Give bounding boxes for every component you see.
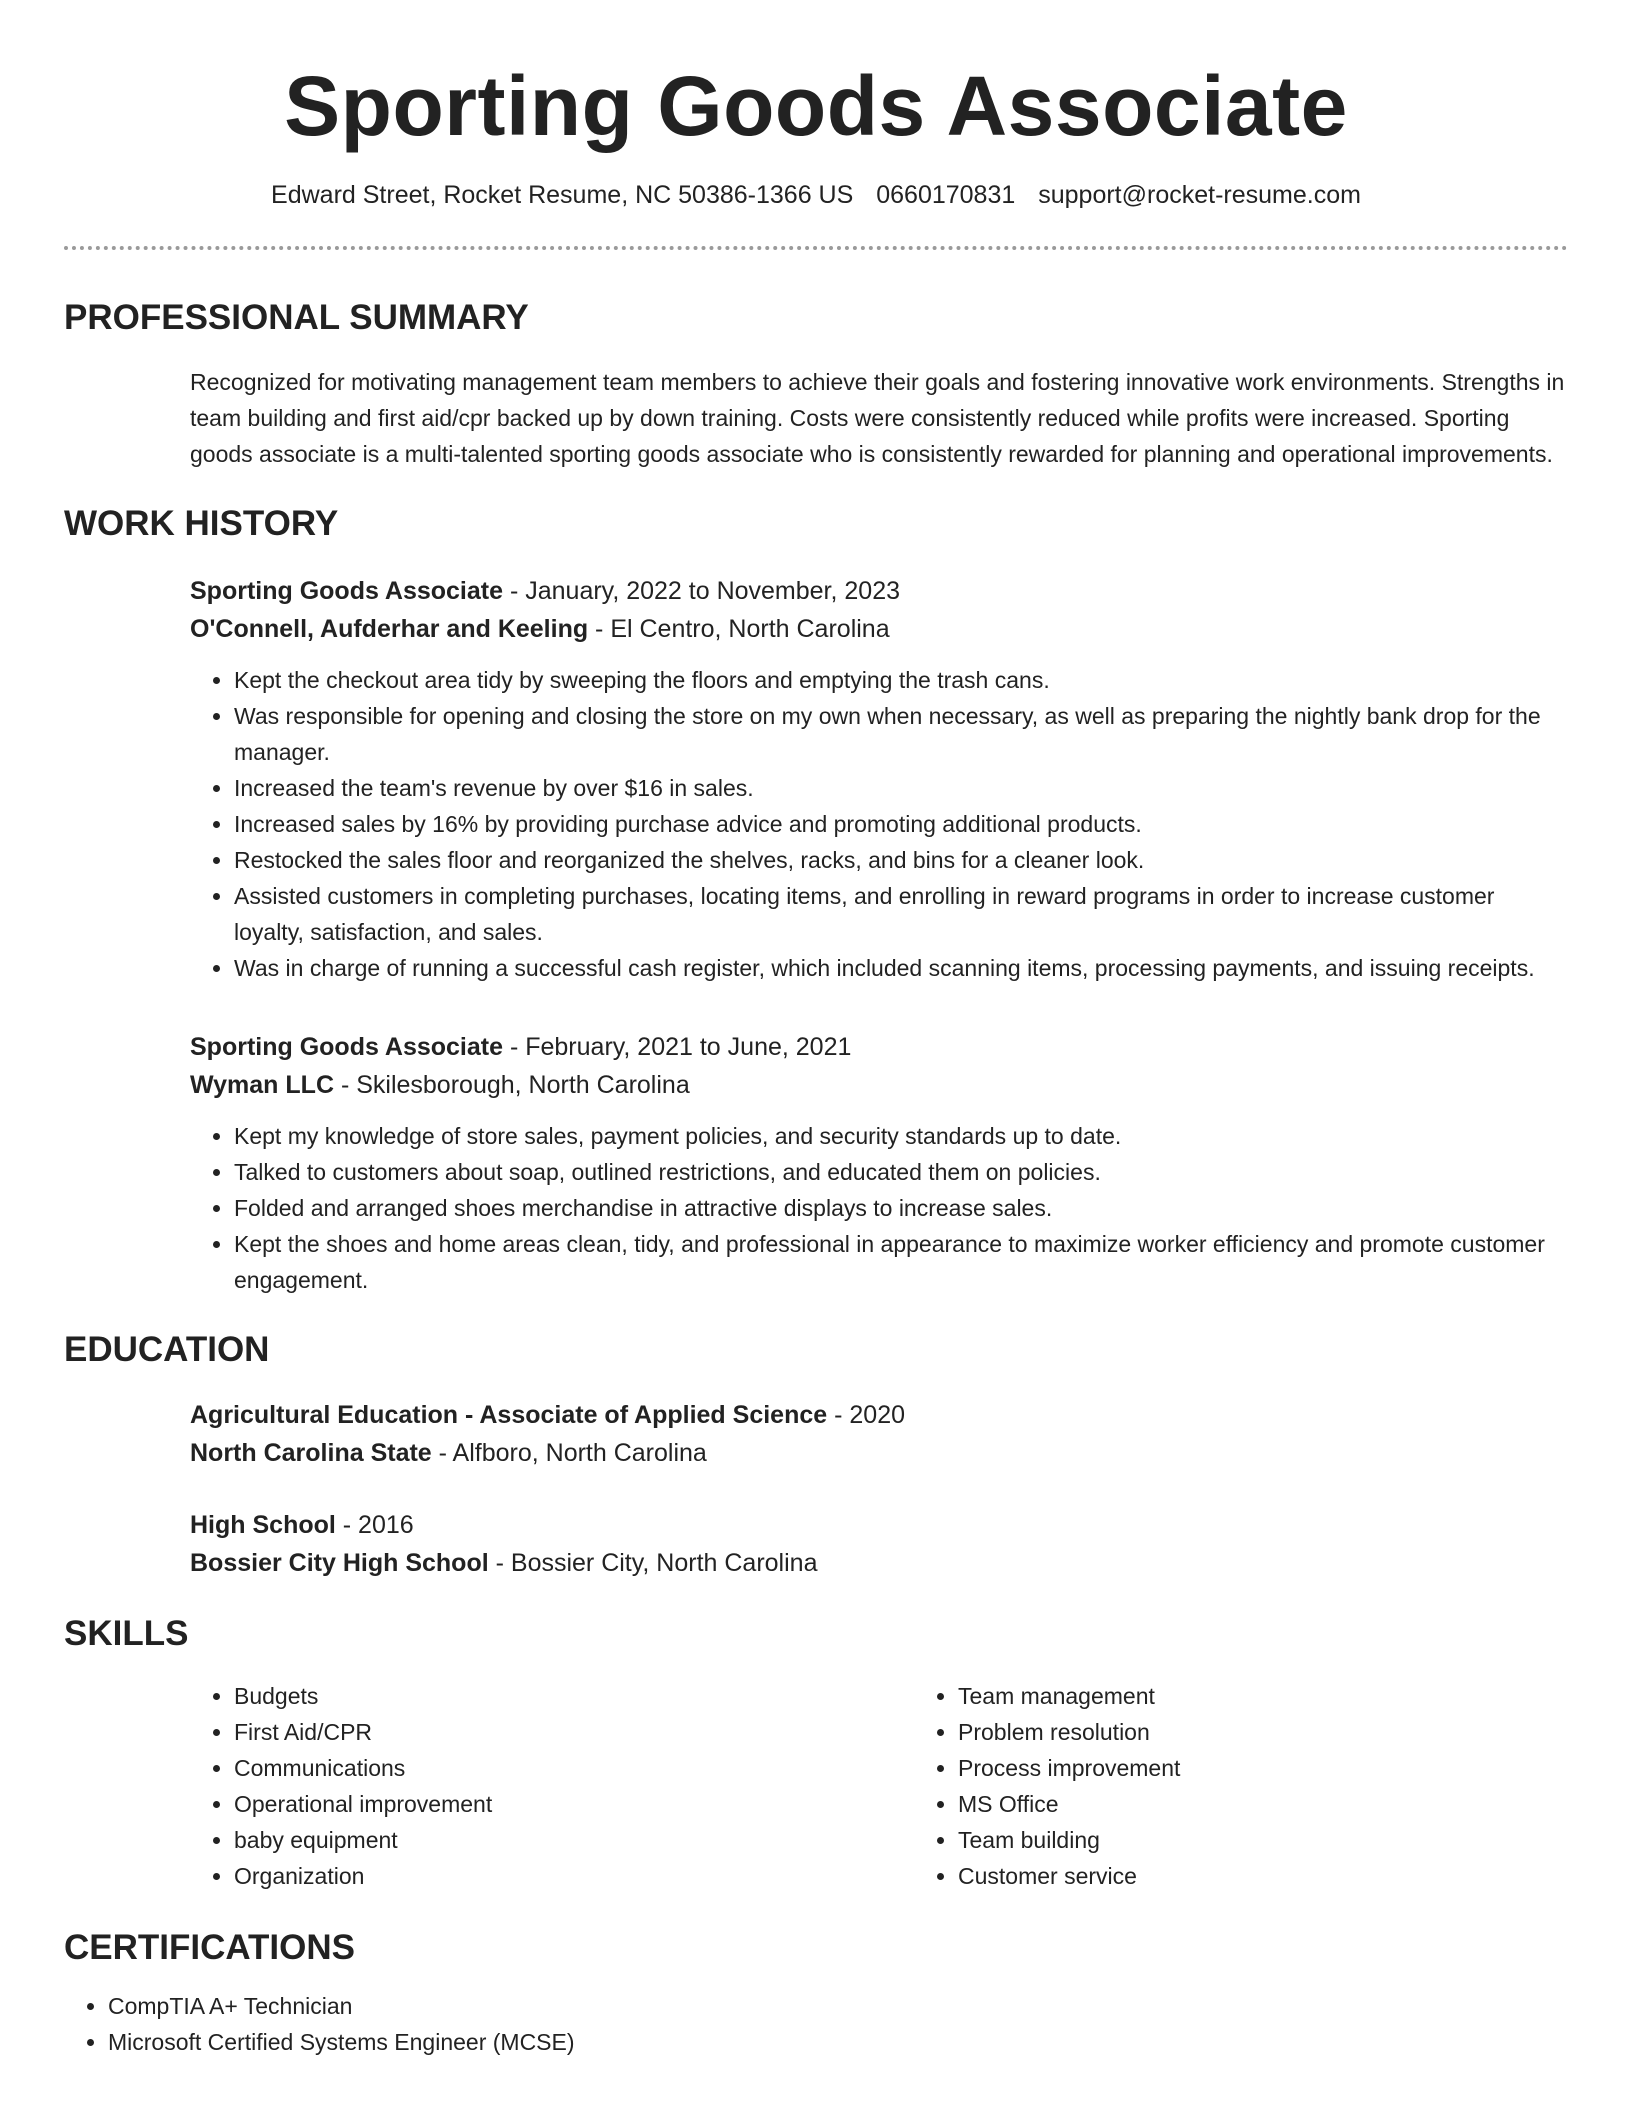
- resume-name: Sporting Goods Associate: [284, 59, 1348, 153]
- list-item: • Operational improvement: [234, 1786, 914, 1822]
- education-title: EDUCATION: [64, 1330, 270, 1369]
- list-item: • Talked to customers about soap, outlined restrictions, and educated them on policies.: [234, 1154, 1568, 1190]
- job-dates: - February, 2021 to June, 2021: [503, 1033, 852, 1061]
- certifications-list: [64, 1988, 1568, 2060]
- job-dates: - January, 2022 to November, 2023: [503, 577, 901, 605]
- list-item: • Restocked the sales floor and reorganized the shelves, racks, and bins for a cleaner look.: [234, 842, 1568, 878]
- list-item: • Kept my knowledge of store sales, payment policies, and security standards up to date.: [234, 1118, 1568, 1154]
- list-item: • Assisted customers in completing purchases, locating items, and enrolling in reward programs in order to increase customer loyalty, satisfaction, and sales.: [234, 878, 1568, 950]
- skills-columns: [190, 1678, 1568, 1894]
- skills-left-list: [190, 1678, 914, 1894]
- job-role: Sporting Goods Associate: [190, 1033, 504, 1061]
- edu-school: North Carolina State: [190, 1439, 432, 1467]
- certifications-title: CERTIFICATIONS: [64, 1928, 356, 1967]
- edu-school: Bossier City High School: [190, 1549, 489, 1577]
- job-company: Wyman LLC: [190, 1071, 334, 1099]
- list-item: • Budgets: [234, 1678, 914, 1714]
- list-item: • Communications: [234, 1750, 914, 1786]
- list-item: • Team management: [958, 1678, 1558, 1714]
- summary-title: PROFESSIONAL SUMMARY: [64, 298, 529, 337]
- skills-title: SKILLS: [64, 1614, 189, 1653]
- edu-degree: Agricultural Education - Associate of Applied Science: [190, 1401, 828, 1429]
- skills-section: [64, 1612, 1568, 1894]
- skills-right-list: [914, 1678, 1558, 1894]
- list-item: • Kept the shoes and home areas clean, tidy, and professional in appearance to maximize worker efficiency and promote customer engagement.: [234, 1226, 1568, 1298]
- job-entry: [190, 1028, 1568, 1298]
- list-item: • Folded and arranged shoes merchandise in attractive displays to increase sales.: [234, 1190, 1568, 1226]
- edu-school-line: [190, 1544, 1568, 1582]
- list-item: • MS Office: [958, 1786, 1558, 1822]
- education-section: [64, 1328, 1568, 1582]
- summary-section: [64, 296, 1568, 472]
- job-location: - El Centro, North Carolina: [588, 615, 890, 643]
- edu-location: - Alfboro, North Carolina: [431, 1439, 707, 1467]
- edu-year: - 2020: [827, 1401, 906, 1429]
- header-divider: [64, 246, 1568, 250]
- edu-year: - 2016: [335, 1511, 414, 1539]
- list-item: • CompTIA A+ Technician: [108, 1988, 1568, 2024]
- list-item: • Increased sales by 16% by providing purchase advice and promoting additional products.: [234, 806, 1568, 842]
- job-bullets: [190, 1118, 1568, 1298]
- job-role-line: [190, 572, 1568, 610]
- job-entry: [190, 572, 1568, 986]
- list-item: • Increased the team's revenue by over $16 in sales.: [234, 770, 1568, 806]
- job-company-line: [190, 1066, 1568, 1104]
- work-section: [64, 502, 1568, 1298]
- certifications-section: [64, 1926, 1568, 2060]
- contact-line: [64, 178, 1568, 212]
- list-item: • Organization: [234, 1858, 914, 1894]
- summary-text: Recognized for motivating management team members to achieve their goals and fostering innovative work environments. Strengths in team building and first aid/cpr backed up by down training. Costs were consistently reduced while profits were increased. Sporting goods associate is a multi-talented sporting goods associate who is consistently rewarded for planning and operational improvements.: [190, 369, 1565, 467]
- edu-location: - Bossier City, North Carolina: [488, 1549, 818, 1577]
- list-item: • Team building: [958, 1822, 1558, 1858]
- contact-email: support@rocket-resume.com: [1038, 181, 1361, 209]
- edu-school-line: [190, 1434, 1568, 1472]
- list-item: • Process improvement: [958, 1750, 1558, 1786]
- work-title: WORK HISTORY: [64, 504, 339, 543]
- job-bullets: [190, 662, 1568, 986]
- list-item: • Kept the checkout area tidy by sweeping the floors and emptying the trash cans.: [234, 662, 1568, 698]
- contact-phone: 0660170831: [876, 181, 1016, 209]
- job-location: - Skilesborough, North Carolina: [334, 1071, 690, 1099]
- list-item: • Was in charge of running a successful cash register, which included scanning items, processing payments, and issuing receipts.: [234, 950, 1568, 986]
- edu-degree-line: [190, 1506, 1568, 1544]
- list-item: • baby equipment: [234, 1822, 914, 1858]
- edu-degree-line: [190, 1396, 1568, 1434]
- list-item: • Microsoft Certified Systems Engineer (MCSE): [108, 2024, 1568, 2060]
- job-role-line: [190, 1028, 1568, 1066]
- education-entry: [190, 1396, 1568, 1472]
- edu-degree: High School: [190, 1511, 336, 1539]
- job-company-line: [190, 610, 1568, 648]
- job-company: O'Connell, Aufderhar and Keeling: [190, 615, 589, 643]
- contact-address: Edward Street, Rocket Resume, NC 50386-1366 US: [271, 181, 854, 209]
- job-role: Sporting Goods Associate: [190, 577, 504, 605]
- list-item: • First Aid/CPR: [234, 1714, 914, 1750]
- list-item: • Problem resolution: [958, 1714, 1558, 1750]
- list-item: • Customer service: [958, 1858, 1558, 1894]
- list-item: • Was responsible for opening and closing the store on my own when necessary, as well as preparing the nightly bank drop for the manager.: [234, 698, 1568, 770]
- education-entry: [190, 1506, 1568, 1582]
